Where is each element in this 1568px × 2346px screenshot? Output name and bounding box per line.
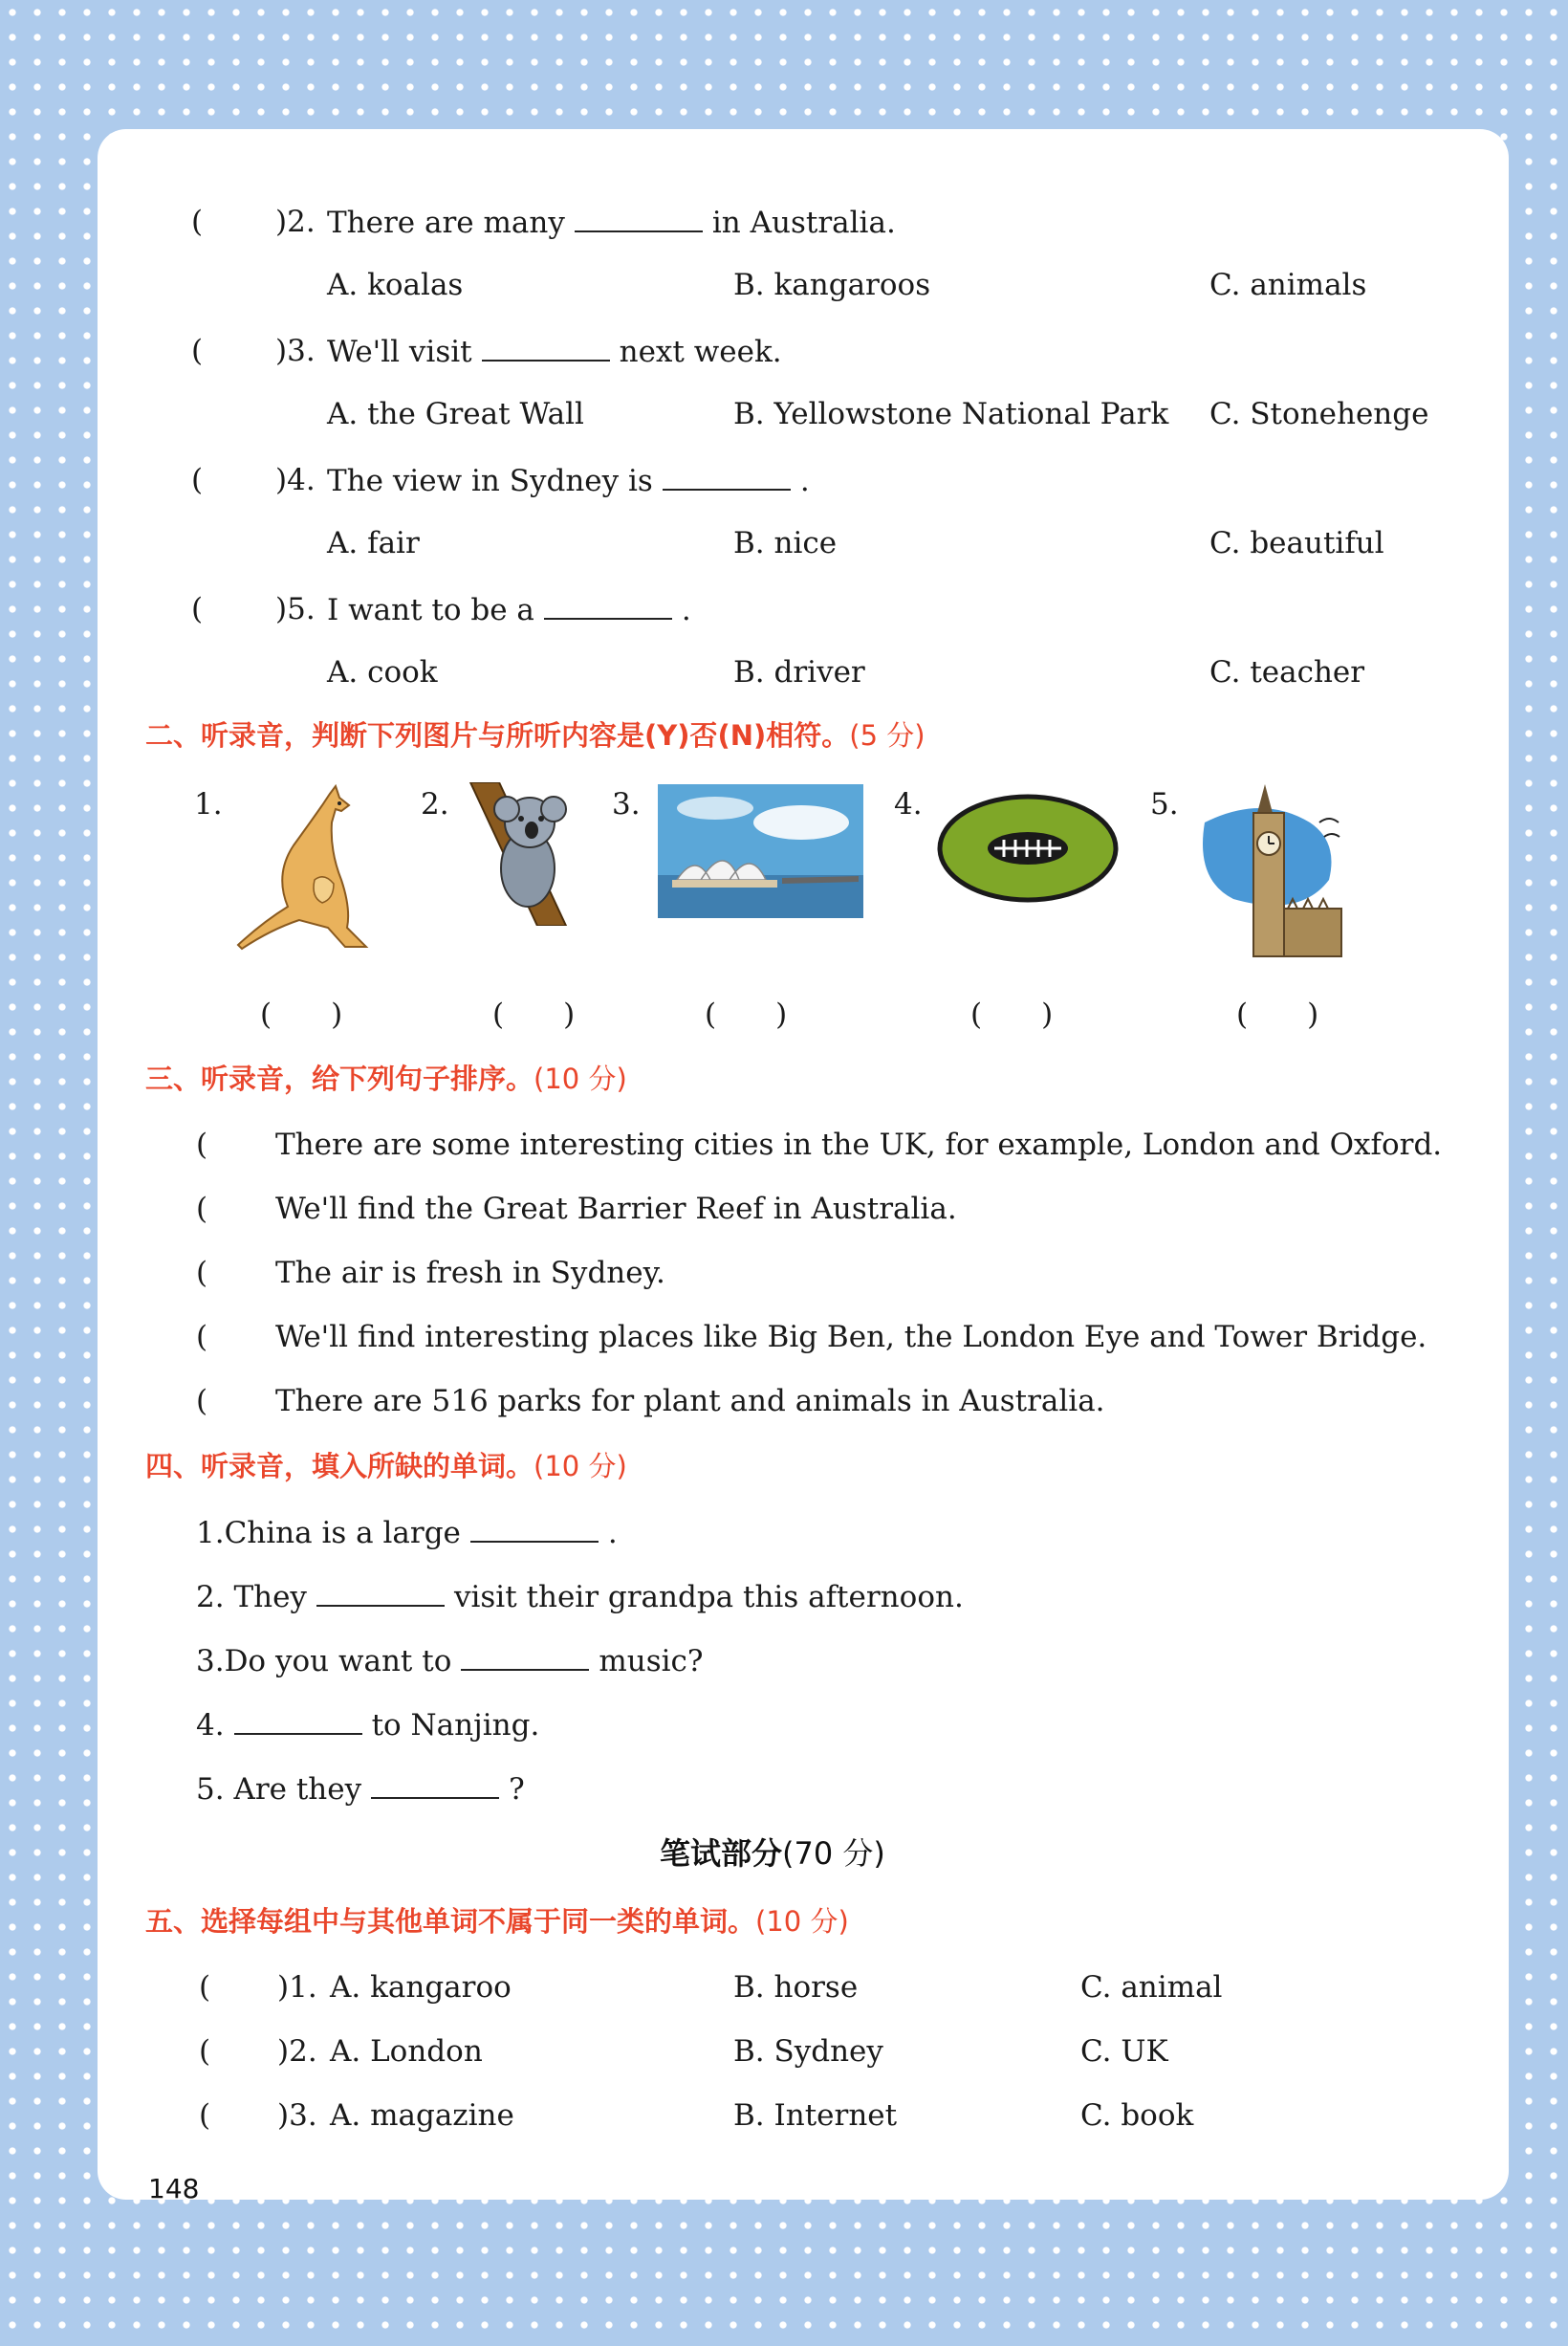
- option-a: A. koalas: [327, 268, 464, 302]
- option-c: C. Stonehenge: [1209, 397, 1429, 431]
- section-4-heading: 四、听录音，填入所缺的单词。(10 分): [145, 1450, 627, 1482]
- picture-label-2: 2.: [421, 787, 449, 822]
- kangaroo-icon: [234, 784, 392, 971]
- answer-blank[interactable]: [544, 595, 672, 620]
- big-ben-icon: [1200, 784, 1353, 966]
- question-number: )5.: [275, 592, 316, 626]
- answer-paren-2[interactable]: ( ): [492, 998, 576, 1032]
- answer-paren: (: [191, 592, 204, 626]
- option-b: B. nice: [733, 526, 838, 560]
- fill-item-2: 2. They visit their grandpa this afternoon.: [196, 1580, 964, 1614]
- answer-paren: (: [191, 334, 204, 368]
- option-c: C. teacher: [1209, 655, 1365, 690]
- picture-label-3: 3.: [612, 787, 641, 822]
- question-stem: We'll visit next week.: [327, 335, 782, 369]
- fill-item-1: 1.China is a large .: [196, 1516, 618, 1550]
- answer-paren-1[interactable]: ( ): [260, 998, 343, 1032]
- koala-icon: [461, 782, 590, 926]
- written-part-title: 笔试部分(70 分): [660, 1835, 885, 1872]
- answer-blank[interactable]: [663, 466, 791, 491]
- answer-paren: (: [191, 205, 204, 239]
- answer-paren-3[interactable]: ( ): [705, 998, 788, 1032]
- question-number: )2.: [275, 205, 316, 239]
- option-b: B. Yellowstone National Park: [733, 397, 1169, 431]
- question-number: )4.: [275, 463, 316, 497]
- option-c: C. beautiful: [1209, 526, 1384, 560]
- option-a: A. fair: [327, 526, 420, 560]
- fill-item-3: 3.Do you want to music?: [196, 1644, 704, 1678]
- fill-item-4: 4. to Nanjing.: [196, 1708, 540, 1743]
- question-number: )3.: [275, 334, 316, 368]
- page-number: 148: [148, 2173, 200, 2204]
- option-b: B. driver: [733, 655, 865, 690]
- option-a: A. cook: [327, 655, 438, 690]
- section-2-heading: 二、听录音，判断下列图片与所听内容是(Y)否(N)相符。(5 分): [145, 719, 926, 752]
- picture-label-4: 4.: [894, 787, 923, 822]
- option-b: B. kangaroos: [733, 268, 931, 302]
- section-3-heading: 三、听录音，给下列句子排序。(10 分): [145, 1063, 627, 1095]
- picture-label-1: 1.: [194, 787, 223, 822]
- option-c: C. animals: [1209, 268, 1367, 302]
- answer-paren-4[interactable]: ( ): [970, 998, 1054, 1032]
- question-stem: The view in Sydney is .: [327, 464, 810, 498]
- picture-label-5: 5.: [1150, 787, 1179, 822]
- answer-paren: (: [191, 463, 204, 497]
- section-5-heading: 五、选择每组中与其他单词不属于同一类的单词。(10 分): [145, 1905, 849, 1938]
- option-a: A. the Great Wall: [327, 397, 584, 431]
- sydney-opera-house-icon: [658, 784, 863, 918]
- worksheet-page: [98, 129, 1509, 2200]
- answer-blank[interactable]: [482, 337, 610, 362]
- answer-paren-5[interactable]: ( ): [1236, 998, 1319, 1032]
- fill-item-5: 5. Are they ?: [196, 1772, 525, 1807]
- rugby-ball-icon: [937, 794, 1119, 904]
- question-stem: There are many in Australia.: [327, 206, 896, 240]
- question-stem: I want to be a .: [327, 593, 691, 627]
- answer-blank[interactable]: [575, 208, 703, 232]
